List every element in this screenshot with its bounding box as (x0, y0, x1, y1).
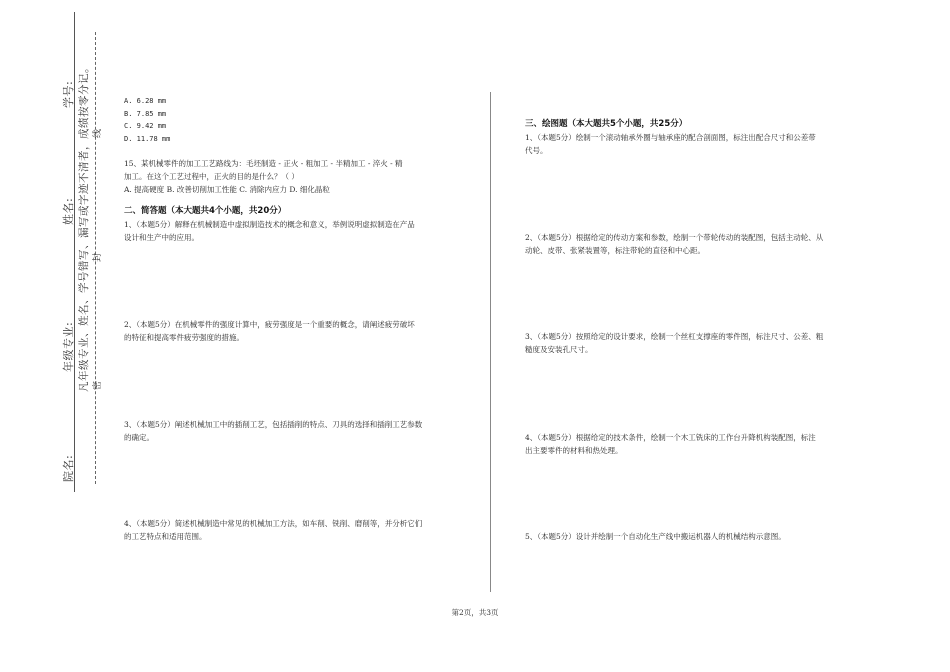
option-a: A. 6.28 mm (124, 97, 167, 105)
left-column (124, 95, 464, 145)
s2-q2-line1: 2、（本题5分）在机械零件的强度计算中，疲劳强度是一个重要的概念，请阐述疲劳破坏 (124, 320, 415, 329)
column-divider (490, 92, 491, 592)
school-label: 院名: (62, 454, 75, 482)
s2-q1-line2: 设计和生产中的应用。 (124, 233, 199, 242)
name-label: 姓名: (62, 197, 75, 225)
s2-question-4 (124, 517, 464, 543)
s3-question-4 (525, 431, 865, 457)
s3-question-1 (525, 131, 865, 157)
seal-char-mi: 密 (93, 380, 103, 390)
seal-char-feng: 封 (93, 252, 103, 262)
s3-q3-line1: 3、（本题5分）按照给定的设计要求，绘制一个丝杠支撑座的零件图，标注尺寸、公差、粗 (525, 332, 824, 341)
s2-q3-line2: 的确定。 (124, 433, 154, 442)
q15-options: A. 提高硬度 B. 改善切削加工性能 C. 消除内应力 D. 细化晶粒 (124, 185, 330, 194)
s2-question-2 (124, 318, 464, 344)
s3-q4-line1: 4、（本题5分）根据给定的技术条件，绘制一个木工铣床的工作台升降机构装配图，标注 (525, 433, 816, 442)
s3-q2-line1: 2、（本题5分）根据给定的传动方案和参数，绘制一个带轮传动的装配图，包括主动轮、从 (525, 233, 824, 242)
student-id-label: 学号: (62, 80, 75, 108)
seal-char-xian: 线 (93, 128, 103, 138)
binding-warning: 凡年级专业、姓名、学号错写、漏写或字迹不清者，成绩按零分记。 (78, 62, 90, 392)
s3-question-2 (525, 231, 865, 257)
s2-q4-line1: 4、（本题5分）简述机械制造中常见的机械加工方法，如车削、铣削、磨削等，并分析它们 (124, 519, 423, 528)
s3-q3-line2: 糙度及安装孔尺寸。 (525, 345, 593, 354)
section2-title: 二、简答题（本大题共4个小题，共20分） (124, 206, 287, 216)
option-d: D. 11.78 mm (124, 134, 171, 143)
s3-q4-line2: 出主要零件的材料和热处理。 (525, 446, 623, 455)
option-c: C. 9.42 mm (124, 122, 167, 130)
s3-q2-line2: 动轮、皮带、张紧装置等，标注带轮的直径和中心距。 (525, 246, 705, 255)
s2-q1-line1: 1、（本题5分）解释在机械制造中虚拟制造技术的概念和意义，举例说明虚拟制造在产品 (124, 220, 415, 229)
q15-text-line2: 加工。在这个工艺过程中，正火的目的是什么？（ ） (124, 172, 299, 181)
s3-q5-line1: 5、（本题5分）设计并绘制一个自动化生产线中搬运机器人的机械结构示意图。 (525, 532, 786, 541)
s2-q3-line1: 3、（本题5分）阐述机械加工中的插削工艺，包括插削的特点、刀具的选择和插削工艺参数 (124, 420, 423, 429)
s2-question-1 (124, 218, 464, 244)
s2-q4-line2: 的工艺特点和适用范围。 (124, 532, 207, 541)
grade-major-label: 年级专业: (62, 321, 75, 372)
s3-question-5 (525, 530, 865, 543)
s3-q1-line2: 代号。 (525, 146, 548, 155)
q15-text-line1: 15、某机械零件的加工工艺路线为：毛坯制造 - 正火 - 粗加工 - 半精加工 - 淬火 - 精 (124, 159, 403, 168)
question-15 (124, 157, 464, 196)
section3-title: 三、绘图题（本大题共5个小题，共25分） (525, 119, 688, 129)
page-footer: 第2页，共3页 (451, 608, 499, 617)
s3-q1-line1: 1、（本题5分）绘制一个滚动轴承外圈与轴承座的配合剖面图，标注出配合尺寸和公差带 (525, 133, 816, 142)
s3-question-3 (525, 330, 865, 356)
s2-question-3 (124, 418, 464, 444)
option-b: B. 7.85 mm (124, 109, 167, 118)
s2-q2-line2: 的特征和提高零件疲劳强度的措施。 (124, 333, 244, 342)
